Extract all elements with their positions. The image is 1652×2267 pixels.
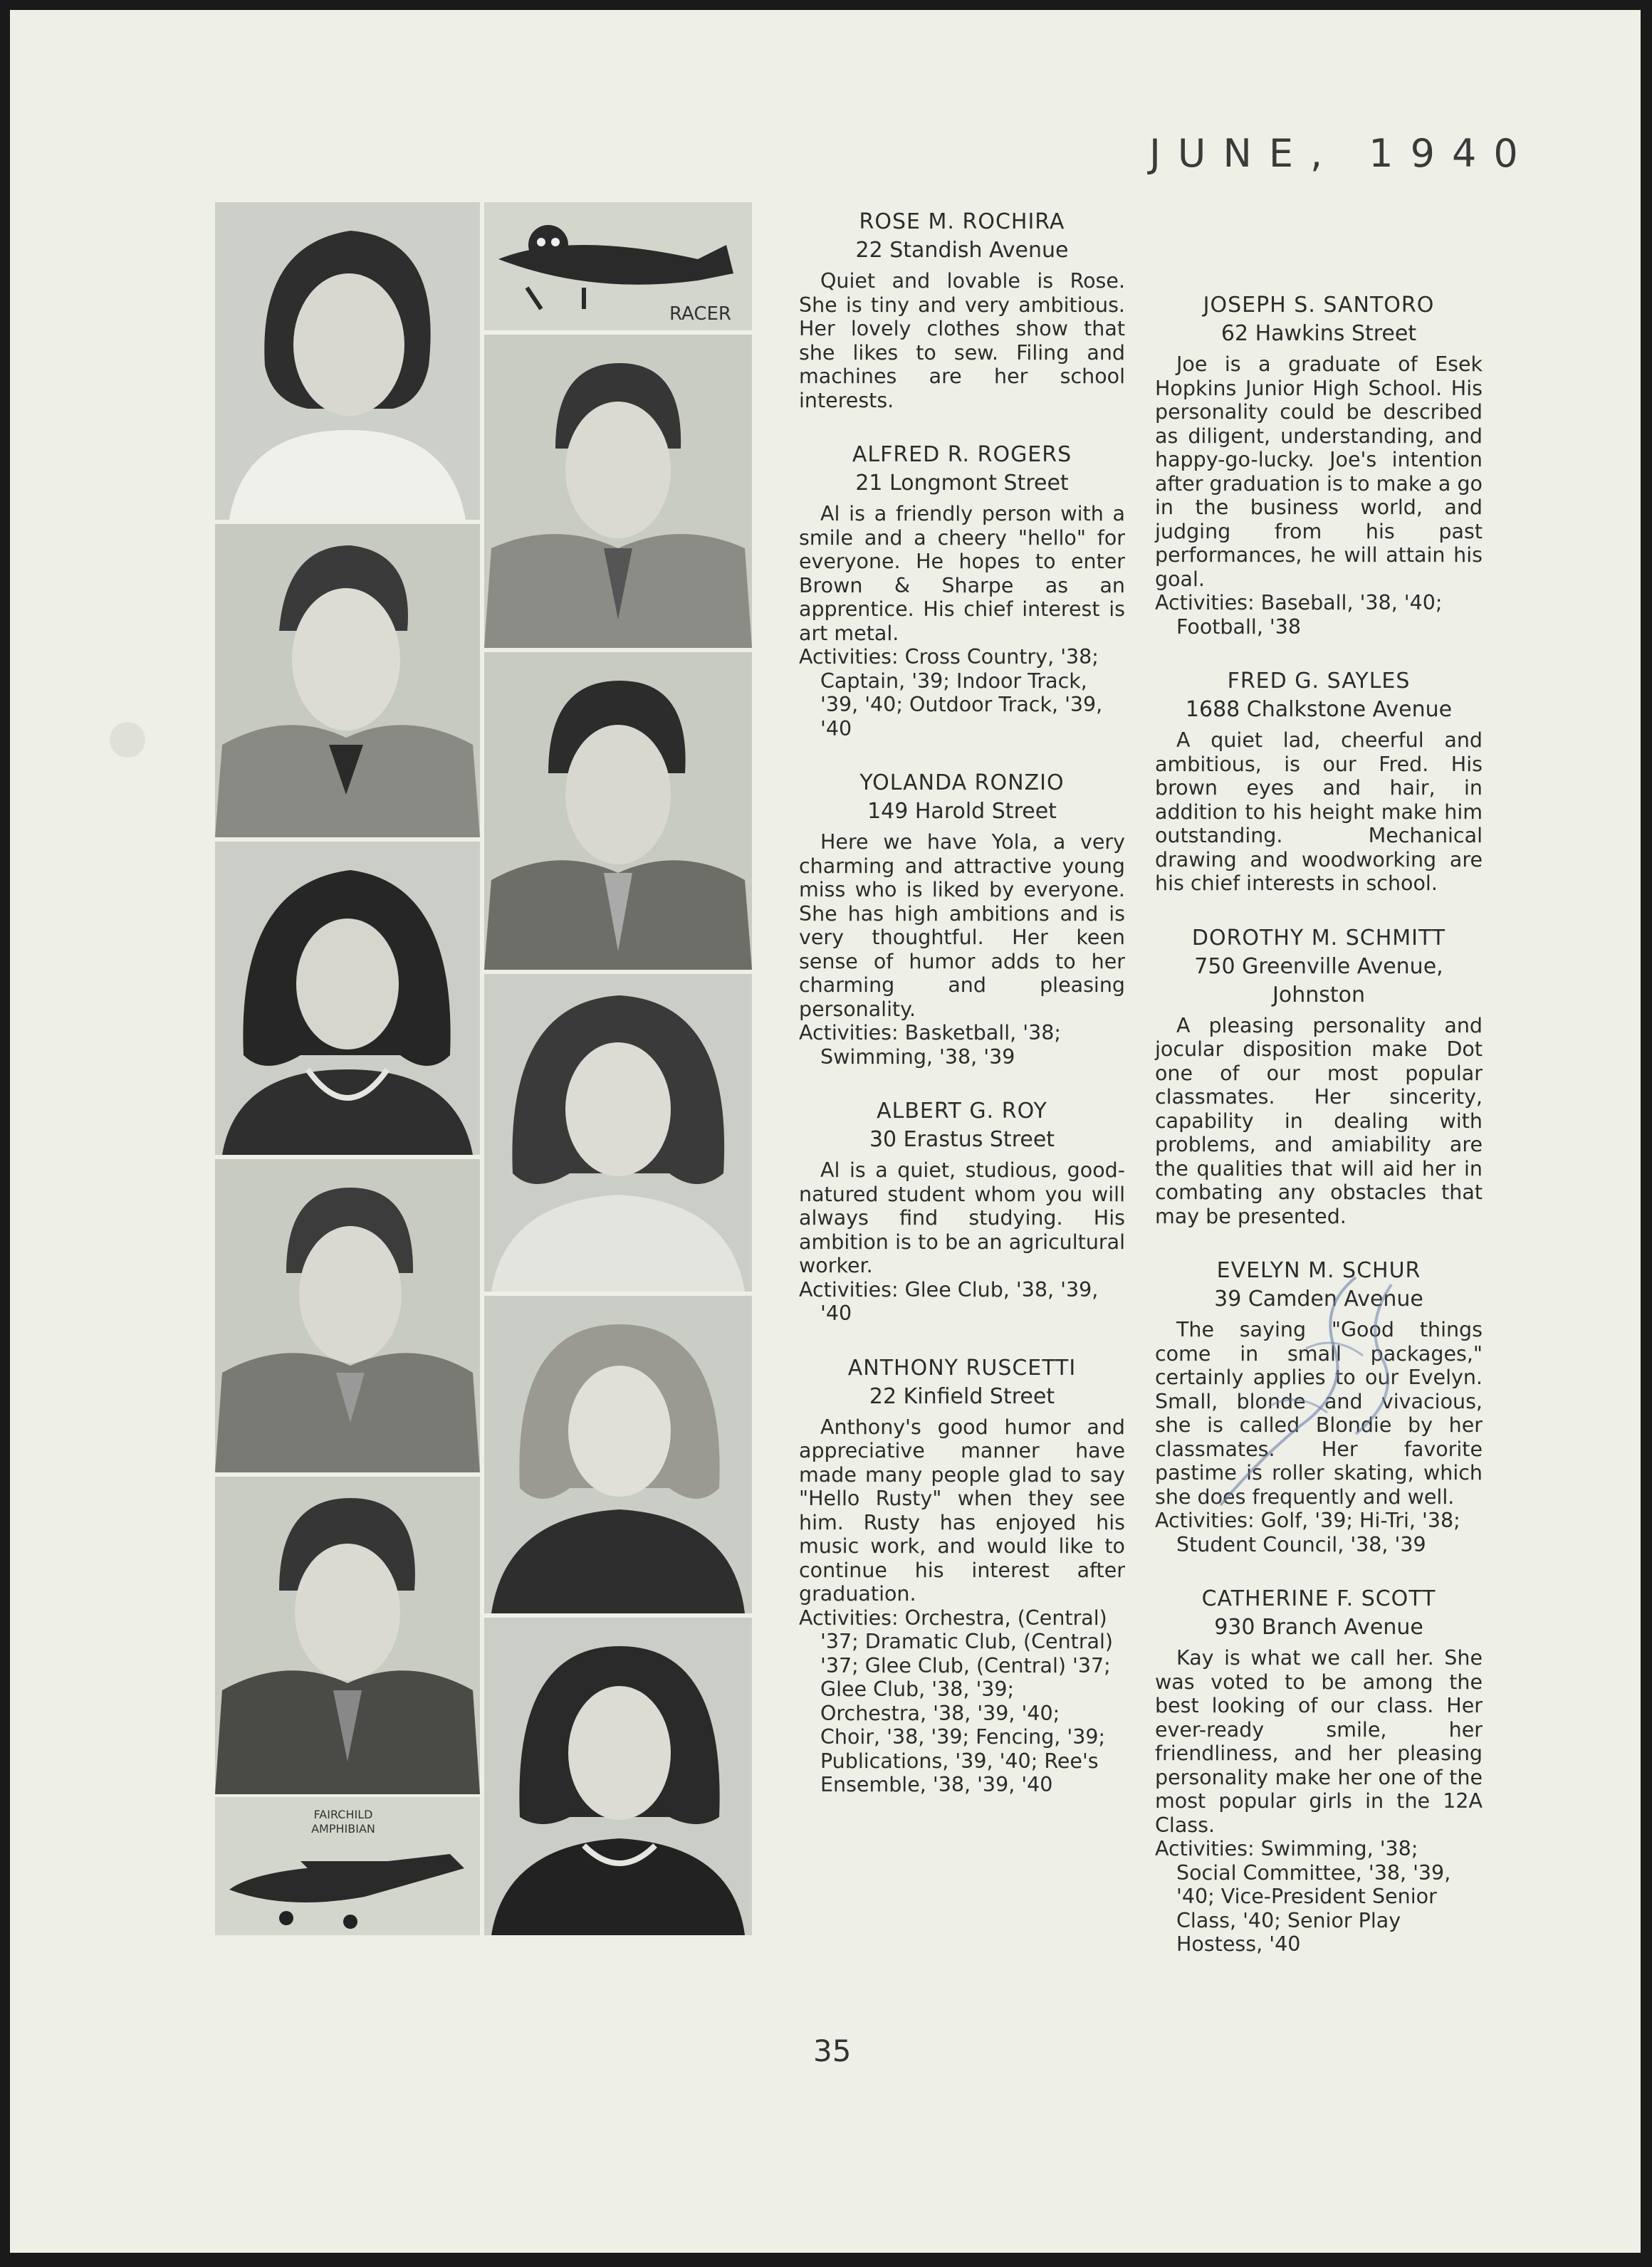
text-column-2	[1155, 291, 1483, 1985]
portrait-fred-sayles	[484, 652, 752, 970]
handwritten-signature	[1178, 1263, 1463, 1519]
student-activities: Activities: Orchestra, (Central) '37; Dramatic Club, (Central) '37; Glee Club, (Central) '37; Glee Club, '38, '39; Orchestra, '38, '39, '40; Choir, '38, '39; Fencing, '39; Publications, '39, '40; Ree's Ensemble, '38, '39, '40	[799, 1606, 1114, 1796]
student-address: 930 Branch Avenue	[1214, 1615, 1423, 1640]
student-name: CATHERINE F. SCOTT	[1201, 1586, 1436, 1611]
yearbook-page	[10, 10, 1641, 2253]
student-activities: Activities: Golf, '39; Hi-Tri, '38; Student Council, '38, '39	[1155, 1509, 1460, 1556]
top-plane-label-visual: RACER	[669, 303, 731, 325]
student-entry-joseph-santoro	[1155, 291, 1483, 639]
text-column-1	[799, 208, 1125, 1826]
portrait-evelyn-schur	[484, 1296, 752, 1613]
student-name: EVELYN M. SCHUR	[1216, 1258, 1421, 1283]
student-name: ALBERT G. ROY	[877, 1099, 1047, 1124]
student-address: 62 Hawkins Street	[1220, 321, 1417, 346]
student-address: 22 Kinfield Street	[869, 1383, 1055, 1409]
student-name: ALFRED R. ROGERS	[852, 442, 1072, 467]
student-bio: A pleasing personality and jocular disposition make Dot one of our most popular classmates. Her sincerity, capability in dealing with problems, and amiability are the qualities that will aid her in combating any obstacles that may be presented.	[1155, 1013, 1483, 1228]
portrait-anthony-ruscetti	[215, 1477, 480, 1794]
student-activities: Activities: Cross Country, '38; Captain, '39; Indoor Track, '39, '40; Outdoor Track, '39, '40	[799, 645, 1103, 740]
student-entry-yolanda-ronzio	[799, 769, 1125, 1069]
student-address: 22 Standish Avenue	[855, 238, 1069, 263]
student-address: 1688 Chalkstone Avenue	[1185, 697, 1453, 722]
page-smudge	[110, 722, 145, 758]
student-entry-anthony-ruscetti	[799, 1354, 1125, 1797]
page-header-date: JUNE, 1940	[1149, 131, 1535, 176]
svg-text:AMPHIBIAN: AMPHIBIAN	[311, 1822, 375, 1836]
student-address: 750 Greenville Avenue,	[1194, 953, 1443, 979]
student-address-line-2: Johnston	[1272, 982, 1365, 1007]
student-address: 30 Erastus Street	[869, 1127, 1055, 1152]
portrait-joseph-santoro	[484, 335, 752, 648]
student-name: JOSEPH S. SANTORO	[1203, 293, 1435, 318]
student-entry-fred-sayles	[1155, 667, 1483, 896]
student-bio: Quiet and lovable is Rose. She is tiny and very ambitious. Her lovely clothes show that she likes to sew. Filing and machines are her school interests.	[799, 269, 1125, 412]
student-bio: Here we have Yola, a very charming and attractive young miss who is liked by everyone. She has high ambitions and is very thoughtful. Her keen sense of humor adds to her charming and pleasing personality.	[799, 830, 1125, 1021]
student-entry-albert-roy	[799, 1097, 1125, 1326]
student-activities: Activities: Swimming, '38; Social Committee, '38, '39, '40; Vice-President Senior Class, '40; Senior Play Hostess, '40	[1155, 1837, 1451, 1956]
portrait-yolanda-ronzio	[215, 842, 480, 1155]
portrait-alfred-rogers	[215, 524, 480, 837]
bottom-plane-label-visual: FAIRCHILD	[313, 1808, 373, 1821]
student-name: DOROTHY M. SCHMITT	[1191, 925, 1446, 951]
student-bio: Joe is a graduate of Esek Hopkins Junior High School. His personality could be described as diligent, understanding, and happy-go-lucky. Joe's intention after graduation is to make a go in the business world, and judging from his past performances, he will attain his goal.	[1155, 352, 1483, 591]
student-entry-alfred-rogers	[799, 441, 1125, 740]
student-entry-rose-rochira	[799, 208, 1125, 412]
student-activities: Activities: Baseball, '38, '40; Football, '38	[1155, 591, 1443, 639]
student-entry-catherine-scott	[1155, 1585, 1483, 1957]
student-activities: Activities: Basketball, '38; Swimming, '38, '39	[799, 1021, 1061, 1069]
fairchild-amphibian-image	[215, 1797, 480, 1935]
portrait-dorothy-schmitt	[484, 974, 752, 1292]
student-activities: Activities: Glee Club, '38, '39, '40	[799, 1277, 1099, 1325]
student-bio: A quiet lad, cheerful and ambitious, is our Fred. His brown eyes and hair, in addition to his height make him outstanding. Mechanical drawing and woodworking are his chief interests in school.	[1155, 728, 1483, 895]
page-number: 35	[813, 2033, 852, 2068]
student-bio: The saying "Good things come in small packages," certainly applies to our Evelyn. Small, blonde and vivacious, she is called Blondie by her classmates. Her favorite pastime is roller skating, which she does frequently and well.	[1155, 1318, 1483, 1509]
student-address: 39 Camden Avenue	[1214, 1287, 1423, 1311]
student-address: 21 Longmont Street	[855, 471, 1069, 496]
student-name: YOLANDA RONZIO	[859, 770, 1065, 795]
student-bio: Al is a quiet, studious, good-natured student whom you will always find studying. His ambition is to be an agricultural worker.	[799, 1158, 1125, 1277]
student-bio: Kay is what we call her. She was voted to be among the best looking of our class. Her ever-ready smile, her friendliness, and her pleasing personality make her one of the most popular girls in the 12A Class.	[1155, 1646, 1483, 1837]
student-name: ROSE M. ROCHIRA	[859, 209, 1065, 234]
student-entry-dorothy-schmitt	[1155, 924, 1483, 1229]
racer-plane-image	[484, 202, 752, 330]
portrait-catherine-scott	[484, 1618, 752, 1935]
portrait-grid	[215, 202, 752, 1939]
portrait-albert-roy	[215, 1159, 480, 1472]
portrait-rose-rochira	[215, 202, 480, 520]
student-bio: Anthony's good humor and appreciative manner have made many people glad to say "Hello Rusty" when they see him. Rusty has enjoyed his music work, and would like to continue his interest after graduation.	[799, 1415, 1125, 1606]
student-bio: Al is a friendly person with a smile and a cheery "hello" for everyone. He hopes to enter Brown & Sharpe as an apprentice. His chief interest is art metal.	[799, 502, 1125, 645]
student-name: ANTHONY RUSCETTI	[847, 1355, 1077, 1381]
student-name: FRED G. SAYLES	[1227, 669, 1411, 693]
student-address: 149 Harold Street	[867, 799, 1057, 824]
